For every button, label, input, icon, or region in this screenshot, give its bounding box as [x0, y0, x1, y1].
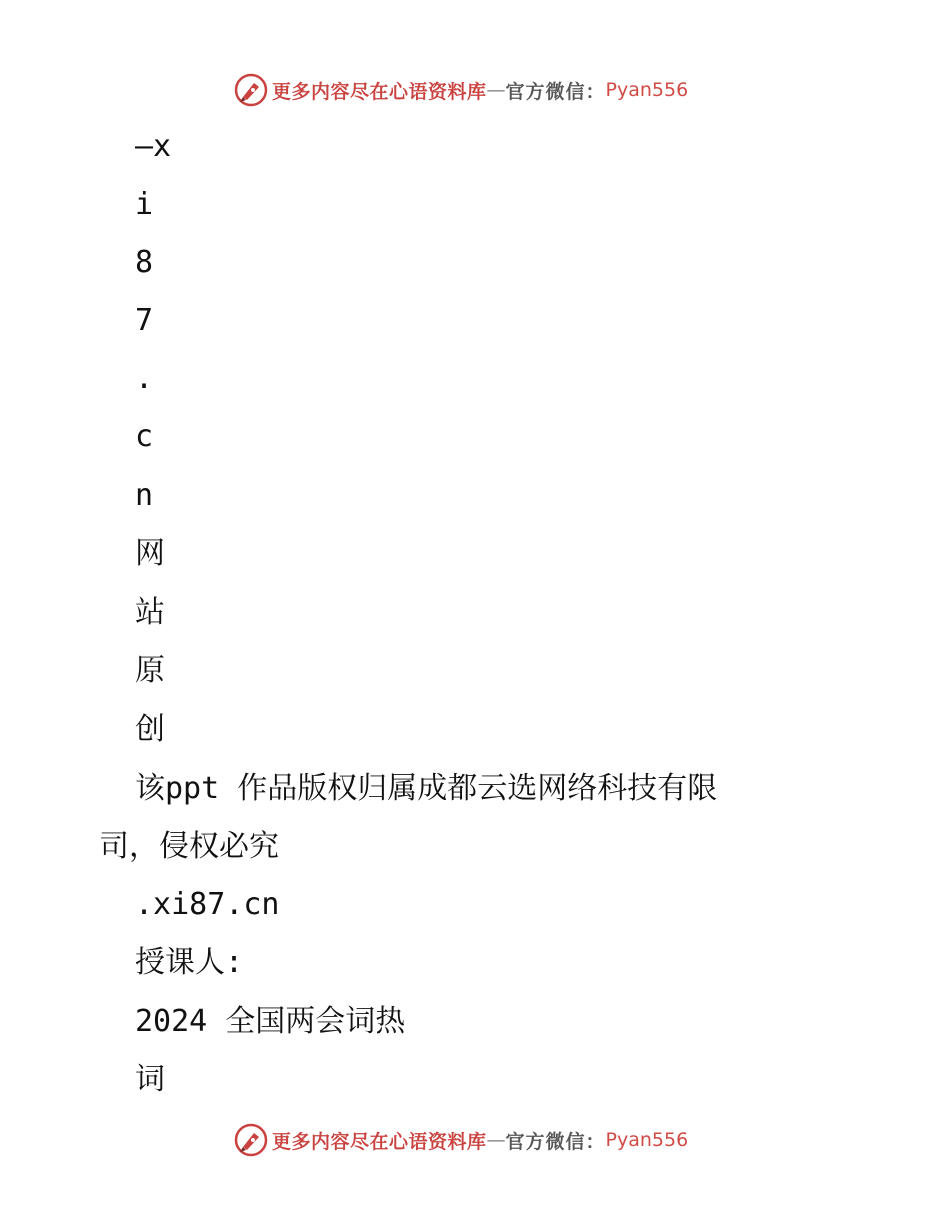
text-line: 创	[135, 712, 165, 747]
text-line: .	[135, 361, 154, 396]
text-line: 2024 全国两会词热	[135, 1004, 406, 1039]
watermark-wechat-label: 官方微信：	[505, 80, 606, 103]
text-line: c	[135, 419, 154, 454]
text-line: 授课人:	[135, 945, 244, 980]
text-line: —x	[135, 129, 172, 164]
text-line: i	[135, 187, 154, 222]
text-line: n	[135, 478, 154, 513]
watermark-main-text: 更多内容尽在心语资料库	[272, 1130, 487, 1153]
header-watermark	[234, 72, 688, 108]
footer-watermark	[234, 1122, 688, 1158]
text-line: 网	[135, 536, 165, 571]
watermark-dash: —	[486, 1129, 506, 1151]
text-line: 该ppt 作品版权归属成都云选网络科技有限	[135, 771, 718, 806]
watermark-main-text: 更多内容尽在心语资料库	[272, 80, 487, 103]
watermark-wechat-id: Pyan556	[605, 79, 689, 101]
text-line-continuation: 司，侵权必究	[99, 829, 279, 864]
text-line: 词	[135, 1062, 165, 1097]
watermark-dash: —	[486, 79, 506, 101]
text-line: 7	[135, 303, 154, 338]
text-line: 站	[135, 595, 165, 630]
watermark-wechat-id: Pyan556	[605, 1129, 689, 1151]
text-line: 原	[135, 653, 165, 688]
pen-nib-logo-icon	[234, 1123, 268, 1157]
pen-nib-logo-icon	[234, 73, 268, 107]
text-line: 8	[135, 245, 154, 280]
watermark-wechat-label: 官方微信：	[505, 1130, 606, 1153]
text-line: .xi87.cn	[135, 887, 280, 922]
